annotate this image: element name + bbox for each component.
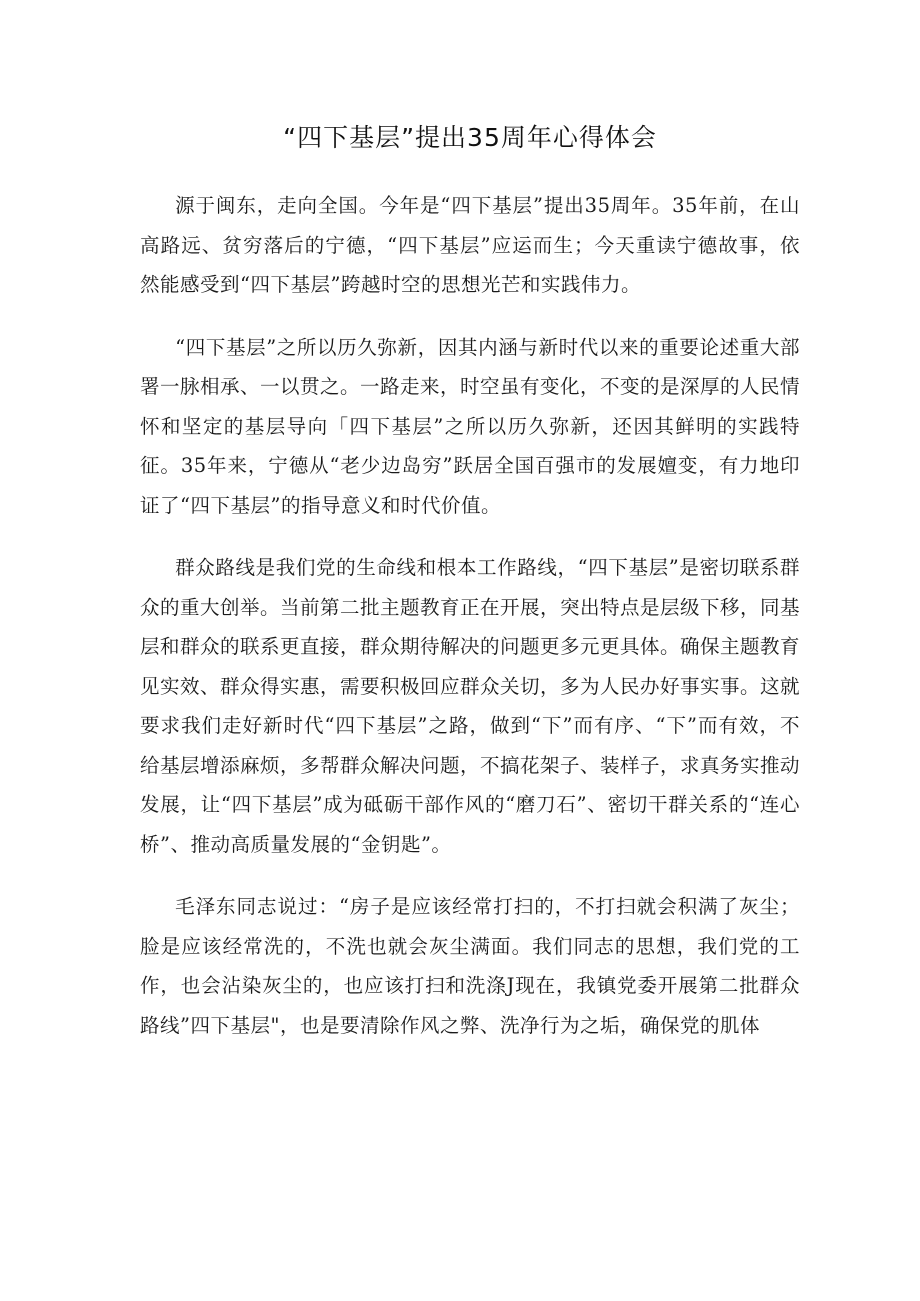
paragraph-2: “四下基层”之所以历久弥新，因其内涵与新时代以来的重要论述重大部署一脉相承、一以贯之。一路走来，时空虽有变化，不变的是深厚的人民情怀和坚定的基层导向「四下基层”之所以历久弥新，还因其鲜明的实践特征。35年来，宁德从“老少边岛穷”跃居全国百强市的发展嬗变，有力地印证了“四下基层”的指导意义和时代价值。 xyxy=(140,335,801,517)
document-body xyxy=(140,186,800,1085)
paragraph-4: 毛泽东同志说过：“房子是应该经常打扫的，不打扫就会积满了灰尘；脸是应该经常洗的，不洗也就会灰尘满面。我们同志的思想，我们党的工作，也会沾染灰尘的，也应该打扫和洗涤J现在，我镇党委开展第二批群众路线”四下基层"，也是要清除作风之弊、洗净行为之垢，确保党的肌体 xyxy=(140,895,800,1037)
paragraph-1: 源于闽东，走向全国。今年是“四下基层”提出35周年。35年前，在山高路远、贫穷落后的宁德，“四下基层”应运而生；今天重读宁德故事，依然能感受到“四下基层”跨越时空的思想光芒和实践伟力。 xyxy=(140,194,800,296)
document-title: “四下基层”提出35周年心得体会 xyxy=(283,123,657,152)
paragraph-3: 群众路线是我们党的生命线和根本工作路线，“四下基层”是密切联系群众的重大创举。当前第二批主题教育正在开展，突出特点是层级下移，同基层和群众的联系更直接，群众期待解决的问题更多元更具体。确保主题教育见实效、群众得实惠，需要积极回应群众关切，多为人民办好事实事。这就要求我们走好新时代“四下基层”之路，做到“下”而有序、“下”而有效，不给基层增添麻烦，多帮群众解决问题，不搞花架子、装样子，求真务实推动发展，让“四下基层”成为砥砺干部作风的“磨刀石”、密切干群关系的“连心桥”、推动高质量发展的“金钥匙”。 xyxy=(140,556,801,856)
